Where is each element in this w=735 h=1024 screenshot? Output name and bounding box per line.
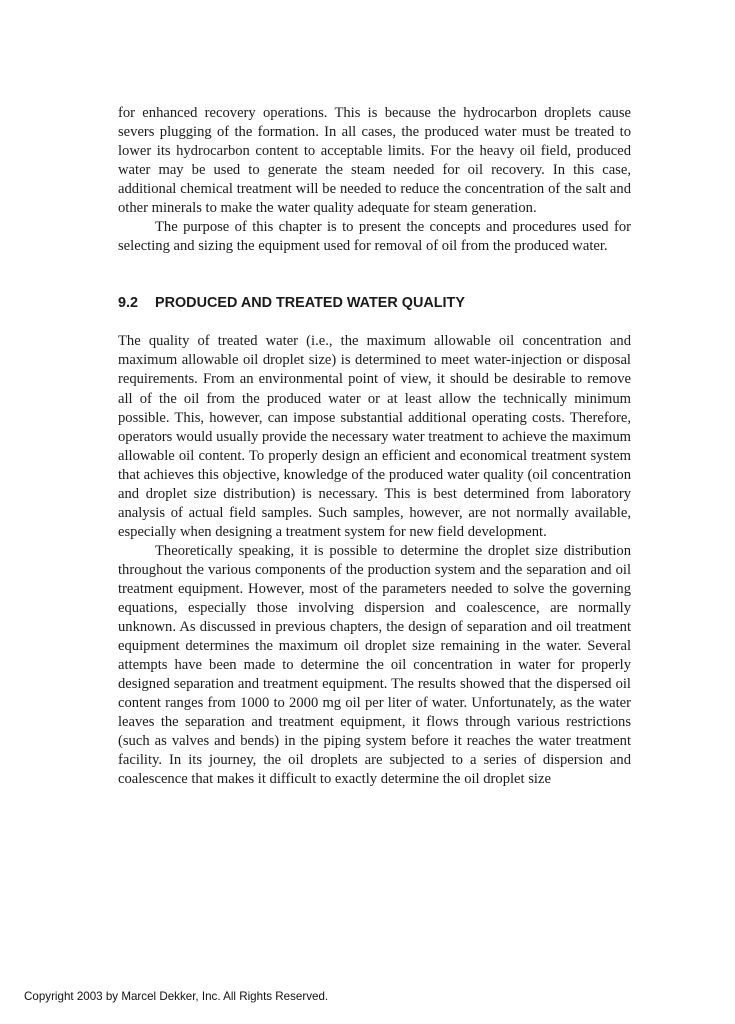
section-paragraph-1: The quality of treated water (i.e., the maximum allowable oil concentration and maximum allowable oil droplet size) is determined to meet water-injection or disposal requirements. From an environmental point of view, it should be desirable to remove all of the oil from the produced water or at least allow the technically minimum possible. This, however, can impose substantial additional operating costs. Therefore, operators would usually provide the necessary water treatment to achieve the maximum allowable oil content. To properly design an efficient and economical treatment system that achieves this objective, knowledge of the produced water quality (oil concentration and droplet size distribution) is necessary. This is best determined from laboratory analysis of actual field samples. Such samples, however, are not normally available, especially when designing a treatment system for new field development. (118, 333, 631, 540)
copyright-footer: Copyright 2003 by Marcel Dekker, Inc. All Rights Reserved. (24, 990, 329, 1003)
section-paragraph-2: Theoretically speaking, it is possible to determine the droplet size distribution throughout the various components of the production system and the separation and oil treatment equipment. However, most of the parameters needed to solve the governing equations, especially those involving dispersion and coalescence, are normally unknown. As discussed in previous chapters, the design of separation and oil treatment equipment determines the maximum oil droplet size remaining in the water. Several attempts have been made to determine the oil concentration in water for properly designed separation and treatment equipment. The results showed that the dispersed oil content ranges from 1000 to 2000 mg oil per liter of water. Unfortunately, as the water leaves the separation and treatment equipment, it flows through various restrictions (such as valves and bends) in the piping system before it reaches the water treatment facility. In its journey, the oil droplets are subjected to a series of dispersion and coalescence that makes it difficult to exactly determine the oil droplet size (118, 542, 631, 788)
section-number: 9.2 (118, 295, 139, 312)
section-title: PRODUCED AND TREATED WATER QUALITY (155, 295, 465, 312)
section-heading (118, 294, 631, 313)
page-body (118, 104, 631, 790)
intro-paragraph-1: for enhanced recovery operations. This is because the hydrocarbon droplets cause severs plugging of the formation. In all cases, the produced water must be treated to lower its hydrocarbon content to acceptable limits. For the heavy oil field, produced water may be used to generate the steam needed for oil recovery. In this case, additional chemical treatment will be needed to reduce the concentration of the salt and other minerals to make the water quality adequate for steam generation. (118, 105, 631, 217)
intro-paragraph-2: The purpose of this chapter is to present the concepts and procedures used for selecting and sizing the equipment used for removal of oil from the produced water. (118, 219, 631, 255)
